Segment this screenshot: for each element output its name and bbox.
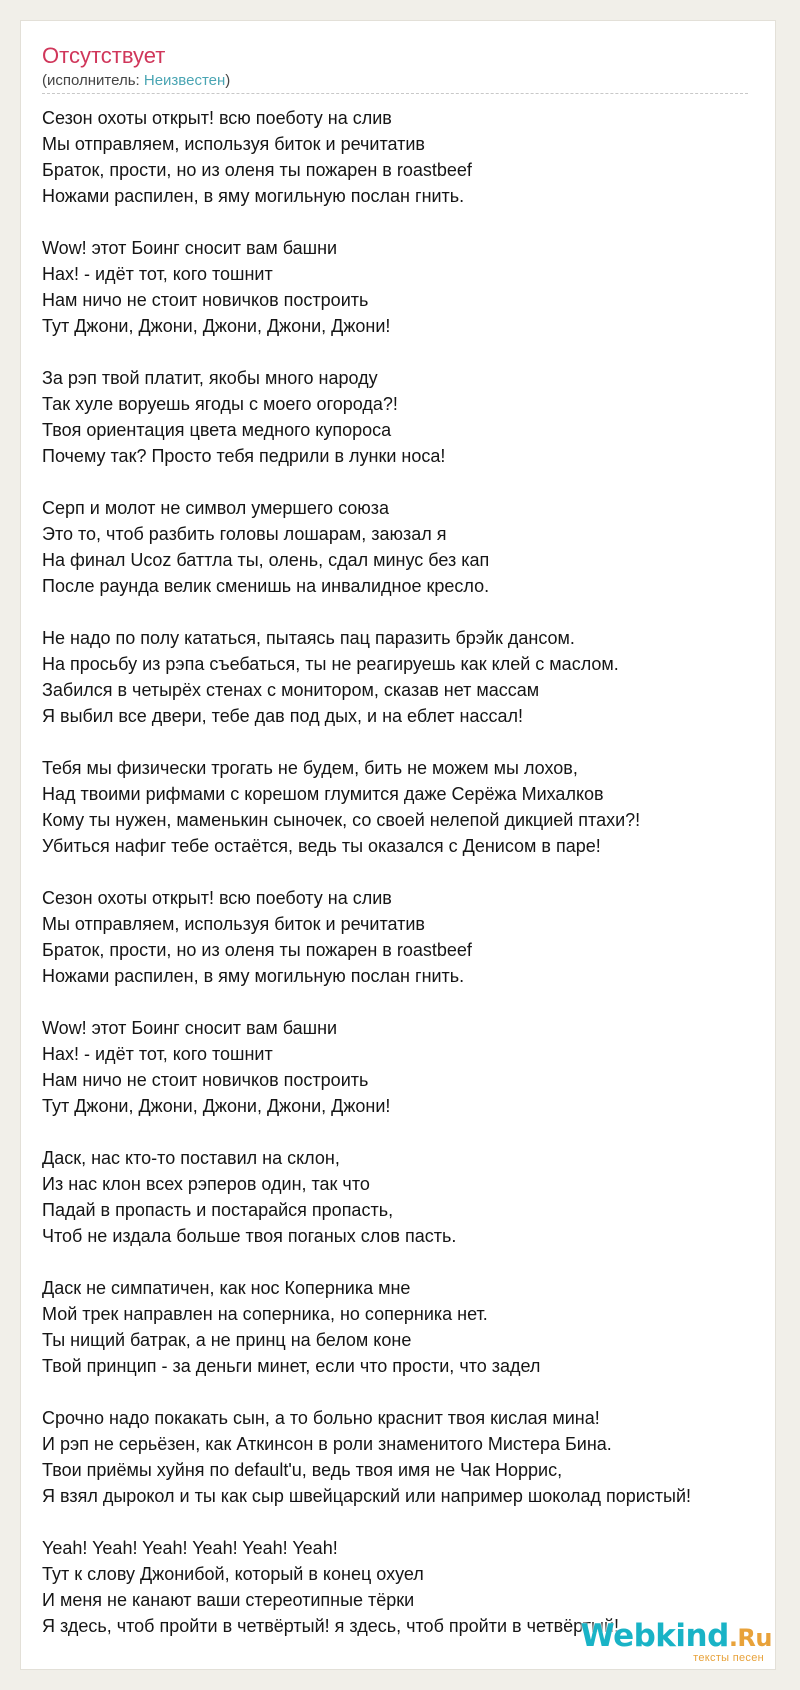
logo-tagline: тексты песен — [693, 1652, 764, 1664]
lyric-line: Кому ты нужен, маменькин сыночек, со своей нелепой дикцией птахи?! — [42, 810, 641, 830]
stanza-break — [42, 729, 762, 755]
lyric-line: Я здесь, чтоб пройти в четвёртый! я здесь, чтоб пройти в четвёртый! — [42, 1616, 620, 1636]
stanza-break — [42, 1119, 762, 1145]
lyric-line: Не надо по полу кататься, пытаясь пац паразить брэйк дансом. — [42, 628, 575, 648]
lyrics-text — [42, 105, 762, 1639]
lyric-line: Падай в пропасть и постарайся пропасть, — [42, 1200, 394, 1220]
lyric-line: На просьбу из рэпа съебаться, ты не реагируешь как клей с маслом. — [42, 654, 619, 674]
lyric-line: Сезон охоты открыт! всю поеботу на слив — [42, 108, 392, 128]
lyric-line: Wow! этот Боинг сносит вам башни — [42, 1018, 338, 1038]
lyric-line: Даск, нас кто-то поставил на склон, — [42, 1148, 340, 1168]
lyric-line: Твоя ориентация цвета медного купороса — [42, 420, 392, 440]
lyric-line: Срочно надо покакать сын, а то больно краснит твоя кислая мина! — [42, 1408, 600, 1428]
lyric-line: Это то, чтоб разбить головы лошарам, заюзал я — [42, 524, 447, 544]
lyric-line: Твои приёмы хуйня по default'u, ведь твоя имя не Чак Норрис, — [42, 1460, 563, 1480]
logo-wordmark — [581, 1618, 773, 1656]
lyric-line: Yeah! Yeah! Yeah! Yeah! Yeah! Yeah! — [42, 1538, 338, 1558]
lyric-line: Нах! - идёт тот, кого тошнит — [42, 1044, 273, 1064]
lyric-line: Нам ничо не стоит новичков построить — [42, 1070, 369, 1090]
lyric-line: Серп и молот не символ умершего союза — [42, 498, 390, 518]
lyric-line: Мы отправляем, используя биток и речитатив — [42, 134, 425, 154]
stanza-break — [42, 1509, 762, 1535]
lyric-line: Ножами распилен, в яму могильную послан гнить. — [42, 186, 465, 206]
lyric-line: Браток, прости, но из оленя ты пожарен в roastbeef — [42, 940, 472, 960]
stanza-break — [42, 1379, 762, 1405]
lyric-line: Забился в четырёх стенах с монитором, сказав нет массам — [42, 680, 540, 700]
lyric-line: За рэп твой платит, якобы много народу — [42, 368, 378, 388]
stanza-break — [42, 989, 762, 1015]
lyric-line: Нам ничо не стоит новичков построить — [42, 290, 369, 310]
lyric-line: Тебя мы физически трогать не будем, бить не можем мы лохов, — [42, 758, 578, 778]
lyric-line: Тут к слову Джонибой, который в конец охуел — [42, 1564, 424, 1584]
lyric-line: Над твоими рифмами с корешом глумится даже Серёжа Михалков — [42, 784, 604, 804]
stanza-break — [42, 599, 762, 625]
stanza-break — [42, 859, 762, 885]
lyric-line: Ты нищий батрак, а не принц на белом коне — [42, 1330, 412, 1350]
song-card — [20, 20, 776, 1670]
lyric-line: Нах! - идёт тот, кого тошнит — [42, 264, 273, 284]
lyric-line: На финал Ucoz баттла ты, олень, сдал минус без кап — [42, 550, 490, 570]
artist-line — [42, 72, 230, 90]
lyric-line: Я взял дырокол и ты как сыр швейцарский или например шоколад пористый! — [42, 1486, 692, 1506]
lyric-line: Даск не симпатичен, как нос Коперника мне — [42, 1278, 411, 1298]
artist-suffix: ) — [225, 72, 231, 89]
lyric-line: Я выбил все двери, тебе дав под дых, и на еблет нассал! — [42, 706, 523, 726]
lyric-line: Мой трек направлен на соперника, но соперника нет. — [42, 1304, 488, 1324]
song-title: Отсутствует — [42, 43, 166, 68]
lyric-line: Чтоб не издала больше твоя поганых слов пасть. — [42, 1226, 457, 1246]
title-divider — [42, 93, 748, 94]
stanza-break — [42, 469, 762, 495]
webkind-logo — [582, 1618, 772, 1670]
lyric-line: Так хуле воруешь ягоды с моего огорода?! — [42, 394, 398, 414]
lyric-line: Из нас клон всех рэперов один, так что — [42, 1174, 370, 1194]
lyric-line: Мы отправляем, используя биток и речитатив — [42, 914, 425, 934]
stanza-break — [42, 1249, 762, 1275]
lyric-line: Wow! этот Боинг сносит вам башни — [42, 238, 338, 258]
lyric-line: И меня не канают ваши стереотипные тёрки — [42, 1590, 415, 1610]
lyric-line: И рэп не серьёзен, как Аткинсон в роли знаменитого Мистера Бина. — [42, 1434, 612, 1454]
lyric-line: Убиться нафиг тебе остаётся, ведь ты оказался с Денисом в паре! — [42, 836, 601, 856]
stanza-break — [42, 339, 762, 365]
lyric-line: Сезон охоты открыт! всю поеботу на слив — [42, 888, 392, 908]
lyric-line: Ножами распилен, в яму могильную послан гнить. — [42, 966, 465, 986]
artist-prefix: (исполнитель: — [42, 72, 144, 89]
artist-link[interactable]: Неизвестен — [143, 72, 226, 89]
lyric-line: Твой принцип - за деньги минет, если что прости, что задел — [42, 1356, 541, 1376]
lyric-line: Браток, прости, но из оленя ты пожарен в roastbeef — [42, 160, 472, 180]
lyric-line: Почему так? Просто тебя педрили в лунки носа! — [42, 446, 446, 466]
lyric-line: Тут Джони, Джони, Джони, Джони, Джони! — [42, 316, 391, 336]
logo-name: Webkind — [580, 1618, 729, 1654]
logo-tld: .Ru — [728, 1624, 772, 1652]
lyric-line: Тут Джони, Джони, Джони, Джони, Джони! — [42, 1096, 391, 1116]
lyric-line: После раунда велик сменишь на инвалидное кресло. — [42, 576, 490, 596]
stanza-break — [42, 209, 762, 235]
